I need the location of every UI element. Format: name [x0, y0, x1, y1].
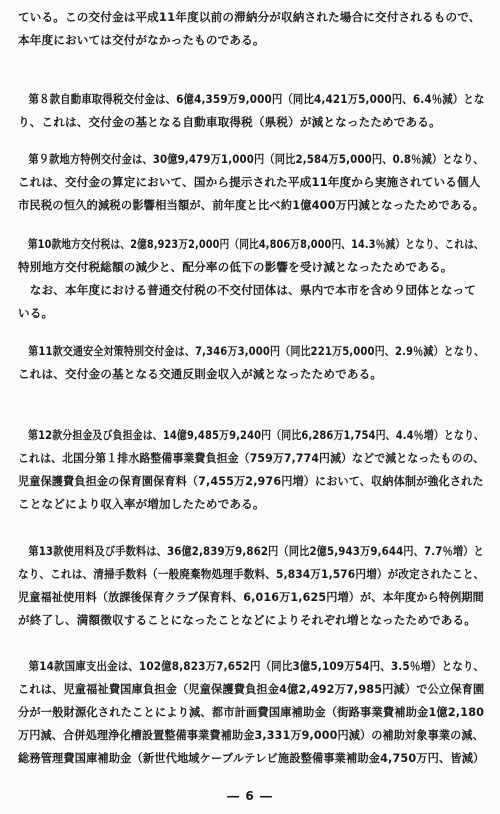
paragraph-continuation [18, 6, 484, 52]
text-line: 児童福祉使用料（放課後保育クラブ保育料、6,016万1,625円増）が、本年度から特例期間 [18, 590, 484, 604]
text-line: 第11款交通安全対策特別交付金は、7,346万3,000円（同比221万5,000円、2.9％減）となり、 [18, 344, 485, 358]
text-line: 分が一般財源化されたことにより減、都市計画費国庫補助金（街路事業費補助金1億2,180 [18, 705, 485, 719]
text-line: 第10款地方交付税は、2億8,923万2,000円（同比4,806万8,000円、14.3％減）となり、これは、 [18, 237, 484, 251]
text-line: 総務管理費国庫補助金（新世代地域ケーブルテレビ施設整備事業補助金4,750万円、皆減） [18, 751, 485, 765]
text-line: これは、北国分第１排水路整備事業費負担金（759万7,774円減）などで減となったものの、 [18, 451, 485, 465]
text-line: なお、本年度における普通交付税の不交付団体は、県内で本市を含め９団体となって [18, 283, 477, 297]
text-line: 万円減、合併処理浄化槽設置整備事業費補助金3,331万9,000円減）の補助対象事業の減、 [18, 728, 484, 742]
paragraph-automobile-acquisition-tax [18, 88, 484, 134]
text-line: これは、児童福祉費国庫負担金（児童保護費負担金4億2,492万7,985円減）で公立保育園 [18, 682, 485, 696]
text-line: 第14款国庫支出金は、102億8,823万7,652円（同比3億5,109万54円、3.5％増）となり、 [18, 659, 485, 673]
paragraph-usage-fees [18, 540, 484, 632]
paragraph-traffic-safety-grant [18, 340, 484, 386]
text-line: り、これは、交付金の基となる自動車取得税（県税）が減となったためである。 [18, 115, 441, 129]
text-line: 市民税の恒久的減税の影響相当額が、前年度と比べ約1億400万円減となったためである。 [18, 198, 485, 212]
text-line: これは、交付金の算定において、国から提示された平成11年度から実施されている個人 [18, 175, 481, 189]
text-line: 第12款分担金及び負担金は、14億9,485万9,240円（同比6,286万1,754円、4.4％増）となり、 [18, 428, 485, 442]
text-line: ことなどにより収入率が増加したためである。 [18, 497, 265, 511]
text-line: 第９款地方特例交付金は、30億9,479万1,000円（同比2,584万5,000円、0.8％減）となり、 [18, 152, 484, 166]
text-line: 児童保護費負担金の保育園保育料（7,455万2,976円増）において、収納体制が強化された [18, 474, 484, 488]
text-line: なり、これは、清掃手数料（一般廃棄物処理手数料、5,834万1,576円増）が改定されたこと、 [18, 567, 485, 581]
text-line: 第13款使用料及び手数料は、36億2,839万9,862円（同比2億5,943万9,644円、7.7％増）と [18, 544, 484, 558]
text-line: ている。この交付金は平成11年度以前の滞納分が収納された場合に交付されるもので、 [18, 10, 481, 24]
text-line: いる。 [18, 306, 54, 320]
text-line: 第８款自動車取得税交付金は、6億4,359万9,000円（同比4,421万5,000円、6.4％減）とな [18, 92, 485, 106]
text-line: が終了し、満額徴収することになったことなどによりそれぞれ増となったためである。 [18, 613, 477, 627]
text-line: 特別地方交付税総額の減少と、配分率の低下の影響を受け減となったためである。 [18, 260, 453, 274]
paragraph-shares-and-burdens [18, 424, 484, 516]
paragraph-local-allocation-tax [18, 233, 484, 325]
paragraph-national-treasury [18, 655, 484, 770]
text-line: 本年度においては交付がなかったものである。 [18, 33, 265, 47]
paragraph-special-local-grant [18, 148, 484, 217]
page-number: ― 6 ― [227, 789, 273, 803]
text-line: これは、交付金の基となる交通反則金収入が減となったためである。 [18, 367, 383, 381]
